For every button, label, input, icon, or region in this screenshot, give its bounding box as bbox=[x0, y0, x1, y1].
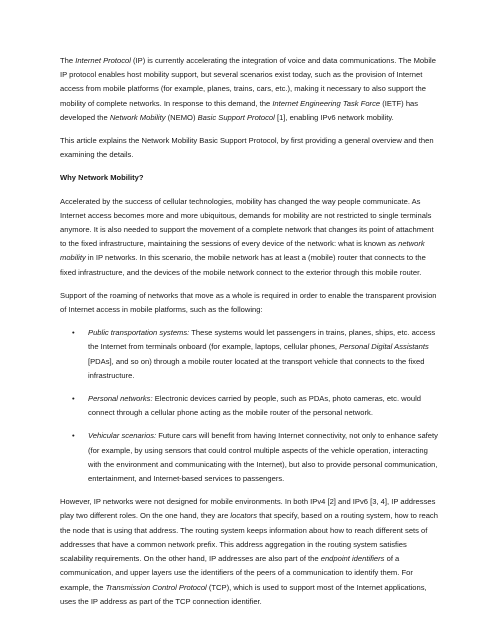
emphasized-term: Public transportation systems: bbox=[88, 328, 190, 338]
emphasized-term: Personal networks: bbox=[88, 394, 153, 404]
list-item-text: Public transportation systems: These systems would let passengers in trains, planes, ships, etc. access the Internet from terminals onboard (for example, laptops, cellular phones, Personal Digital Assistants [PDAs], and so on) through a mobile router located at the transport vehicle that connects to the fixed infrastructure. bbox=[88, 328, 436, 380]
emphasized-term: Transmission Control Protocol bbox=[105, 582, 207, 592]
emphasized-term: Network Mobility bbox=[109, 112, 166, 122]
motivation-paragraph: Accelerated by the success of cellular technologies, mobility has changed the way people communicate. As Internet access becomes more and more ubiquitous, demands for mobility are not restricted to single terminals anymore. It is also needed to support the movement of a complete network that changes its point of attachment to the fixed infrastructure, maintaining the sessions of every device of the network: what is known as network mobility in IP networks. In this scenario, the mobile network has at least a (mobile) router that connects to the fixed infrastructure, and the devices of the mobile network connect to the exterior through this mobile router. bbox=[60, 196, 434, 277]
list-item bbox=[60, 326, 438, 383]
emphasized-term: Internet Engineering Task Force bbox=[272, 98, 381, 108]
ip-roles-paragraph: However, IP networks were not designed for mobile environments. In both IPv4 [2] and IPv6 [3, 4], IP addresses play two different roles. On the one hand, they are locators that specify, based on a routing system, how to reach the node that is using that address. The routing system keeps information about how to reach different sets of addresses that have a common network prefix. This address aggregation in the routing system satisfies scalability requirements. On the other hand, IP addresses are also part of the endpoint identifiers of a communication, and upper layers use the identifiers of the peers of a communication to identify them. For example, the Transmission Control Protocol (TCP), which is used to support most of the Internet applications, uses the IP address as part of the TCP connection identifier. bbox=[60, 497, 438, 606]
platform-list bbox=[60, 326, 438, 486]
emphasized-term: Vehicular scenarios: bbox=[88, 431, 157, 441]
emphasized-term: Internet Protocol bbox=[75, 56, 131, 65]
list-item bbox=[60, 429, 438, 486]
bullet-icon: • bbox=[72, 328, 75, 338]
list-item-text: Personal networks: Electronic devices carried by people, such as PDAs, photo cameras, etc. would connect through a cellular phone acting as the mobile router of the personal network. bbox=[88, 394, 422, 418]
bullet-icon: • bbox=[72, 394, 75, 404]
bullet-icon: • bbox=[72, 431, 75, 441]
emphasized-term: Basic Support Protocol bbox=[197, 112, 275, 122]
list-item-text: Vehicular scenarios: Future cars will benefit from having Internet connectivity, not only to enhance safety (for example, by using sensors that could control multiple aspects of the vehicle operation, interacting with the environment and communicating with the Internet), but also to provide personal communication, entertainment, and Internet-based services to passengers. bbox=[88, 431, 438, 484]
overview-paragraph: This article explains the Network Mobility Basic Support Protocol, by first providing a general overview and then examining the details. bbox=[60, 136, 434, 160]
platforms-paragraph: Support of the roaming of networks that move as a whole is required in order to enable the transparent provision of Internet access in mobile platforms, such as the following: bbox=[60, 290, 437, 315]
emphasized-term: endpoint identifiers bbox=[320, 554, 385, 564]
document-page bbox=[60, 54, 438, 618]
emphasized-term: network mobility bbox=[60, 239, 425, 263]
emphasized-term: locators bbox=[230, 511, 257, 521]
list-item bbox=[60, 392, 438, 420]
section-heading: Why Network Mobility? bbox=[60, 173, 144, 183]
emphasized-term: Personal Digital Assistants bbox=[339, 342, 429, 352]
intro-paragraph: The Internet Protocol (IP) is currently accelerating the integration of voice and data communications. The Mobile IP protocol enables host mobility support, but several scenarios exist today, such as the provision of Internet access from mobile platforms (for example, planes, trains, cars, etc.), making it necessary to also support the mobility of complete networks. In response to this demand, the Internet Engineering Task Force (IETF) has developed the Network Mobility (NEMO) Basic Support Protocol [1], enabling IPv6 network mobility. bbox=[60, 56, 436, 122]
